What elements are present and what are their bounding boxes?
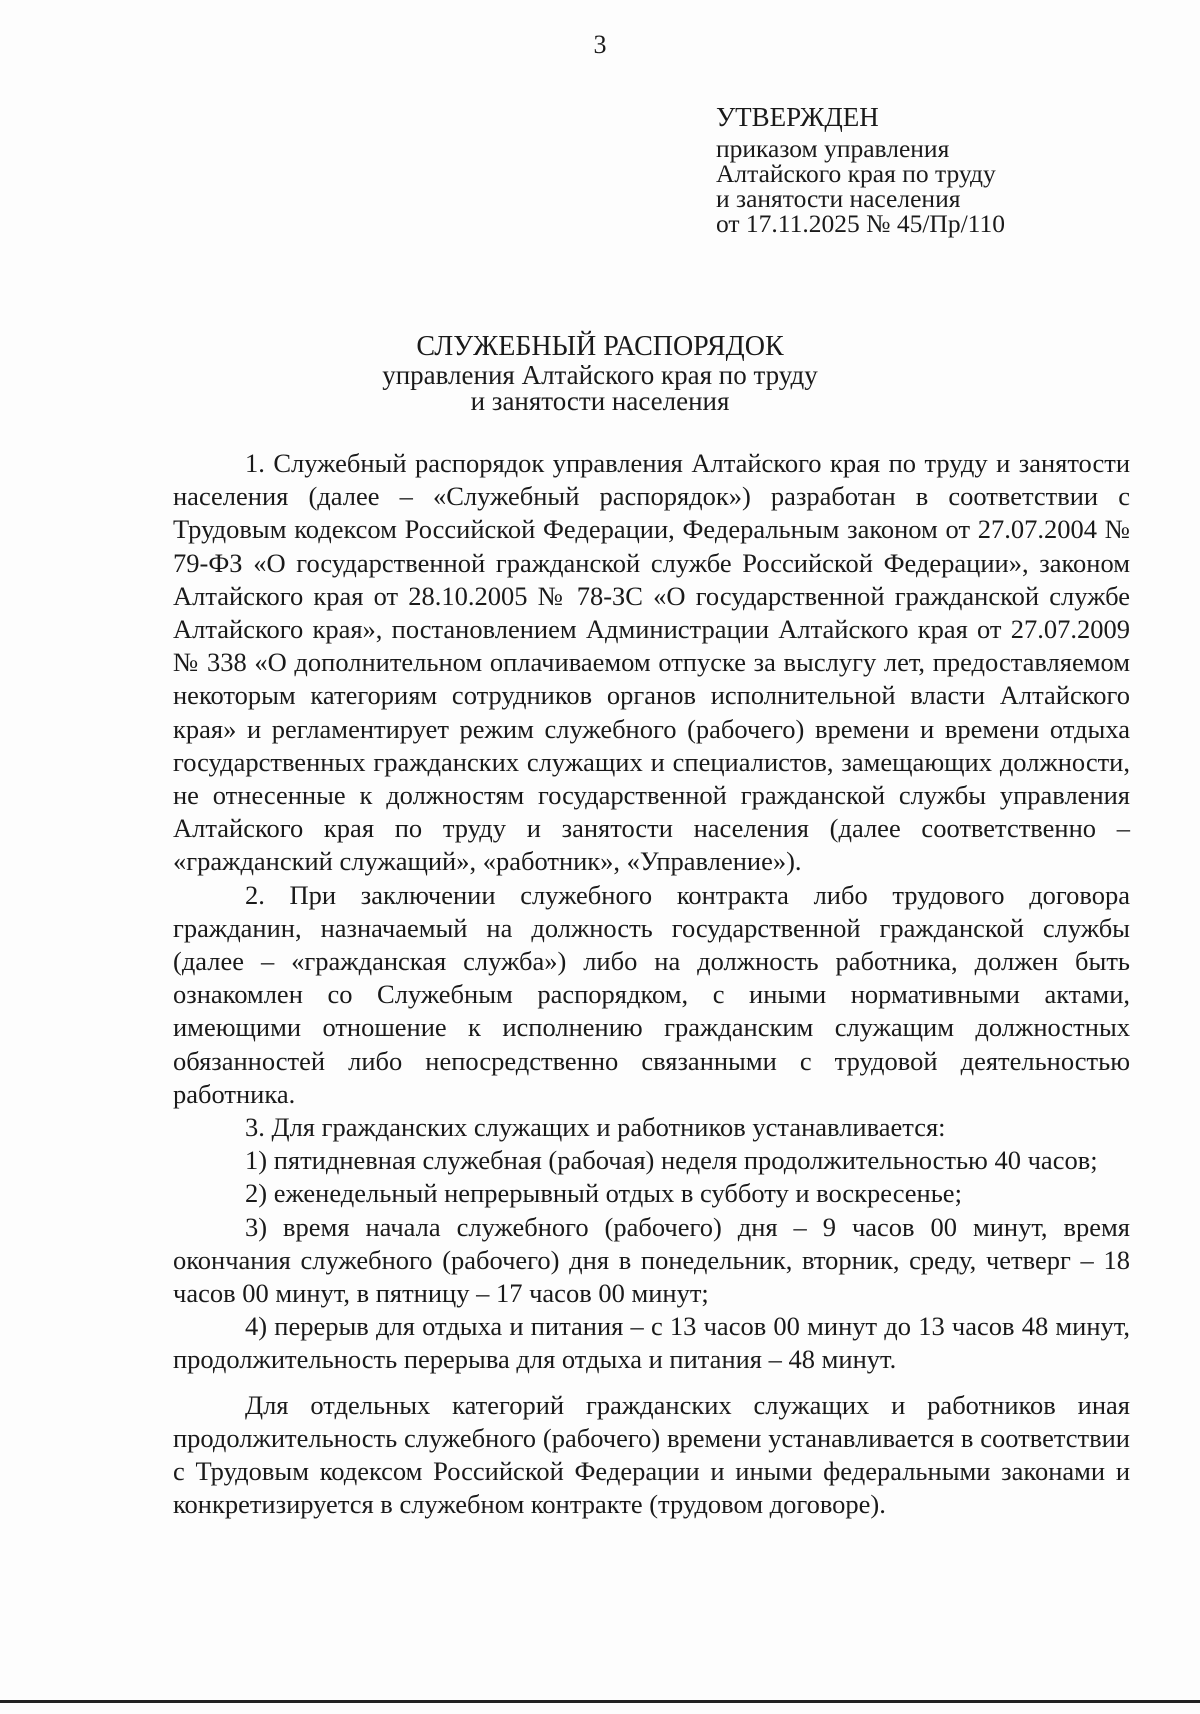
approval-line: и занятости населения — [716, 184, 961, 213]
paragraph: 3. Для гражданских служащих и работников устанавливается: — [245, 1112, 946, 1143]
document-body — [173, 447, 1130, 1522]
page-number: 3 — [593, 30, 607, 59]
list-item: 3) время начала служебного (рабочего) дня – 9 часов 00 минут, время окончания служебного (рабочего) дня в понедельник, вторник, среду, четверг – 18 часов 00 минут, в пятницу – 17 часов 00 минут; — [173, 1211, 1130, 1309]
approval-line: от 17.11.2025 № 45/Пр/110 — [716, 209, 1005, 238]
document-title-subtitle: управления Алтайского края по труду — [382, 360, 818, 390]
document-title — [0, 332, 1200, 414]
approval-line: приказом управления — [716, 134, 950, 163]
paragraph: 1. Служебный распорядок управления Алтайского края по труду и занятости населения (далее – «Служебный распорядок») разработан в соответствии с Трудовым кодексом Российской Федерации, Федеральным законом от 27.07.2004 № 79-ФЗ «О государственной гражданской службе Российской Федерации», законом Алтайского края от 28.10.2005 № 78-ЗС «О государственной гражданской службе Алтайского края», постановлением Администрации Алтайского края от 27.07.2009 № 338 «О дополнительном оплачиваемом отпуске за выслугу лет, предоставляемом некоторым категориям сотрудников органов исполнительной власти Алтайского края» и регламентирует режим служебного (рабочего) времени и времени отдыха государственных гражданских служащих и специалистов, замещающих должности, не отнесенные к должностям государственной гражданской службы управления Алтайского края по труду и занятости населения (далее соответственно – «гражданский служащий», «работник», «Управление»). — [173, 448, 1130, 877]
scan-edge-line — [0, 1700, 1200, 1703]
document-title-main: СЛУЖЕБНЫЙ РАСПОРЯДОК — [416, 331, 784, 362]
document-title-subtitle: и занятости населения — [470, 386, 730, 416]
approval-stamp-block — [716, 100, 1176, 236]
list-item: 1) пятидневная служебная (рабочая) неделя продолжительностью 40 часов; — [245, 1145, 1098, 1176]
list-item: 4) перерыв для отдыха и питания – с 13 часов 00 минут до 13 часов 48 минут, продолжительность перерыва для отдыха и питания – 48 минут. — [173, 1311, 1130, 1375]
paragraph: 2. При заключении служебного контракта либо трудового договора гражданин, назначаемый на должность государственной гражданской службы (далее – «гражданская служба») либо на должность работника, должен быть ознакомлен со Служебным распорядком, с иными нормативными актами, имеющими отношение к исполнению гражданским служащим должностных обязанностей либо непосредственно связанными с трудовой деятельностью работника. — [173, 879, 1130, 1109]
approval-line: Алтайского края по труду — [716, 159, 996, 188]
list-item: 2) еженедельный непрерывный отдых в субботу и воскресенье; — [245, 1178, 962, 1209]
paragraph: Для отдельных категорий гражданских служащих и работников иная продолжительность служебного (рабочего) времени устанавливается в соответствии с Трудовым кодексом Российской Федерации и иными федеральными законами и конкретизируется в служебном контракте (трудовом договоре). — [173, 1389, 1130, 1520]
approval-title: УТВЕРЖДЕН — [716, 102, 879, 132]
